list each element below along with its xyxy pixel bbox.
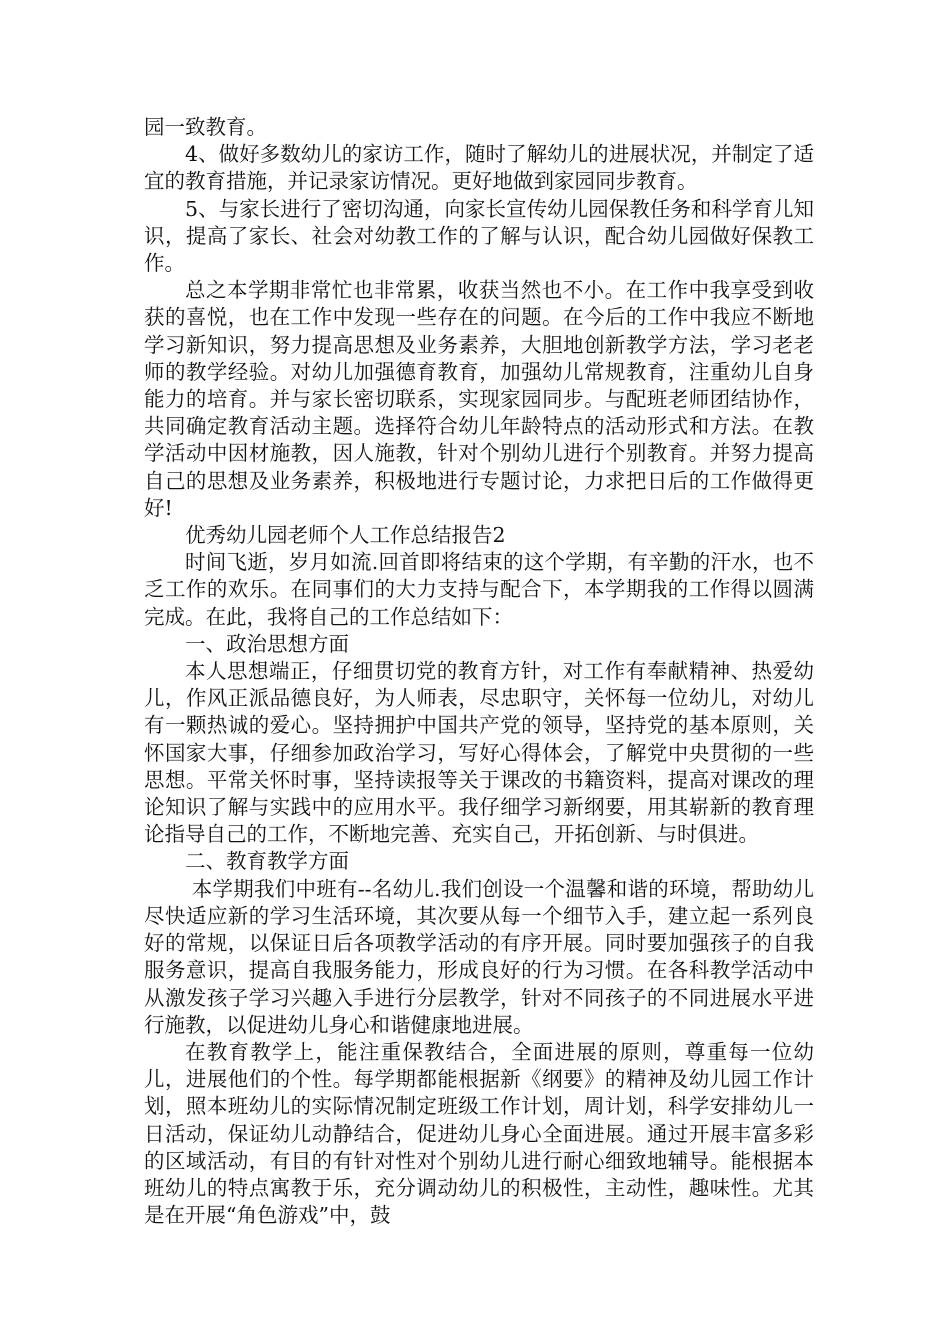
paragraph-continuation: 园一致教育。 [144,115,267,139]
heading-political: 一、政治思想方面 [185,631,349,656]
section-title: 优秀幼儿园老师个人工作总结报告2 [185,523,506,548]
heading-teaching: 二、教育教学方面 [185,849,349,874]
paragraph-summary: 总之本学期非常忙也非常累，收获当然也不小。在工作中我享受到收获的喜悦，也在工作中发现一些存在的问题。在今后的工作中我应不断地学习新知识，努力提高思想及业务素养，大胆地创新教学方法，学习老老师的教学经验。对幼儿加强德育教育，加强幼儿常规教育，注重幼儿自身能力的培育。并与家长密切联系，实现家园同步。与配班老师团结协作，共同确定教育活动主题。选择符合幼儿年龄特点的活动形式和方法。在教学活动中因材施教，因人施教，针对个别幼儿进行个别教育。并努力提高自己的思想及业务素养，积极地进行专题讨论，力求把日后的工作做得更好! [144,278,814,520]
paragraph-item-4: 4、做好多数幼儿的家访工作，随时了解幼儿的进展状况，并制定了适宜的教育措施，并记录家访情况。更好地做到家园同步教育。 [144,142,814,194]
paragraph-intro: 时间飞逝，岁月如流.回首即将结束的这个学期，有辛勤的汗水，也不乏工作的欢乐。在同事们的大力支持与配合下，本学期我的工作得以圆满完成。在此，我将自己的工作总结如下： [144,550,814,629]
document-page [144,114,814,1229]
paragraph-item-5: 5、与家长进行了密切沟通，向家长宣传幼儿园保教任务和科学育儿知识，提高了家长、社会对幼教工作的了解与认识，配合幼儿园做好保教工作。 [144,196,814,276]
paragraph-political: 本人思想端正，仔细贯切党的教育方针，对工作有奉献精神、热爱幼儿，作风正派品德良好，为人师表，尽忠职守，关怀每一位幼儿，对幼儿有一颗热诚的爱心。坚持拥护中国共产党的领导，坚持党的基本原则，关怀国家大事，仔细参加政治学习，写好心得体会，了解党中央贯彻的一些思想。平常关怀时事，坚持读报等关于课改的书籍资料，提高对课改的理论知识了解与实践中的应用水平。我仔细学习新纲要，用其崭新的教育理论指导自己的工作，不断地完善、充实自己，开拓创新、与时俱进。 [144,659,814,847]
paragraph-teaching-1: 本学期我们中班有--名幼儿.我们创设一个温馨和谐的环境，帮助幼儿尽快适应新的学习生活环境，其次要从每一个细节入手，建立起一系列良好的常规，以保证日后各项教学活动的有序开展。同时要加强孩子的自我服务意识，提高自我服务能力，形成良好的行为习惯。在各科教学活动中从激发孩子学习兴趣入手进行分层教学，针对不同孩子的不同进展水平进行施教，以促进幼儿身心和谐健康地进展。 [144,876,814,1037]
paragraph-teaching-2: 在教育教学上，能注重保教结合，全面进展的原则，尊重每一位幼儿，进展他们的个性。每学期都能根据新《纲要》的精神及幼儿园工作计划，照本班幼儿的实际情况制定班级工作计划，周计划，科学安排幼儿一日活动，保证幼儿动静结合，促进幼儿身心全面进展。通过开展丰富多彩的区域活动，有目的有针对性对个别幼儿进行耐心细致地辅导。能根据本班幼儿的特点寓教于乐，充分调动幼儿的积极性，主动性，趣味性。尤其是在开展“角色游戏”中，鼓 [144,1039,814,1228]
